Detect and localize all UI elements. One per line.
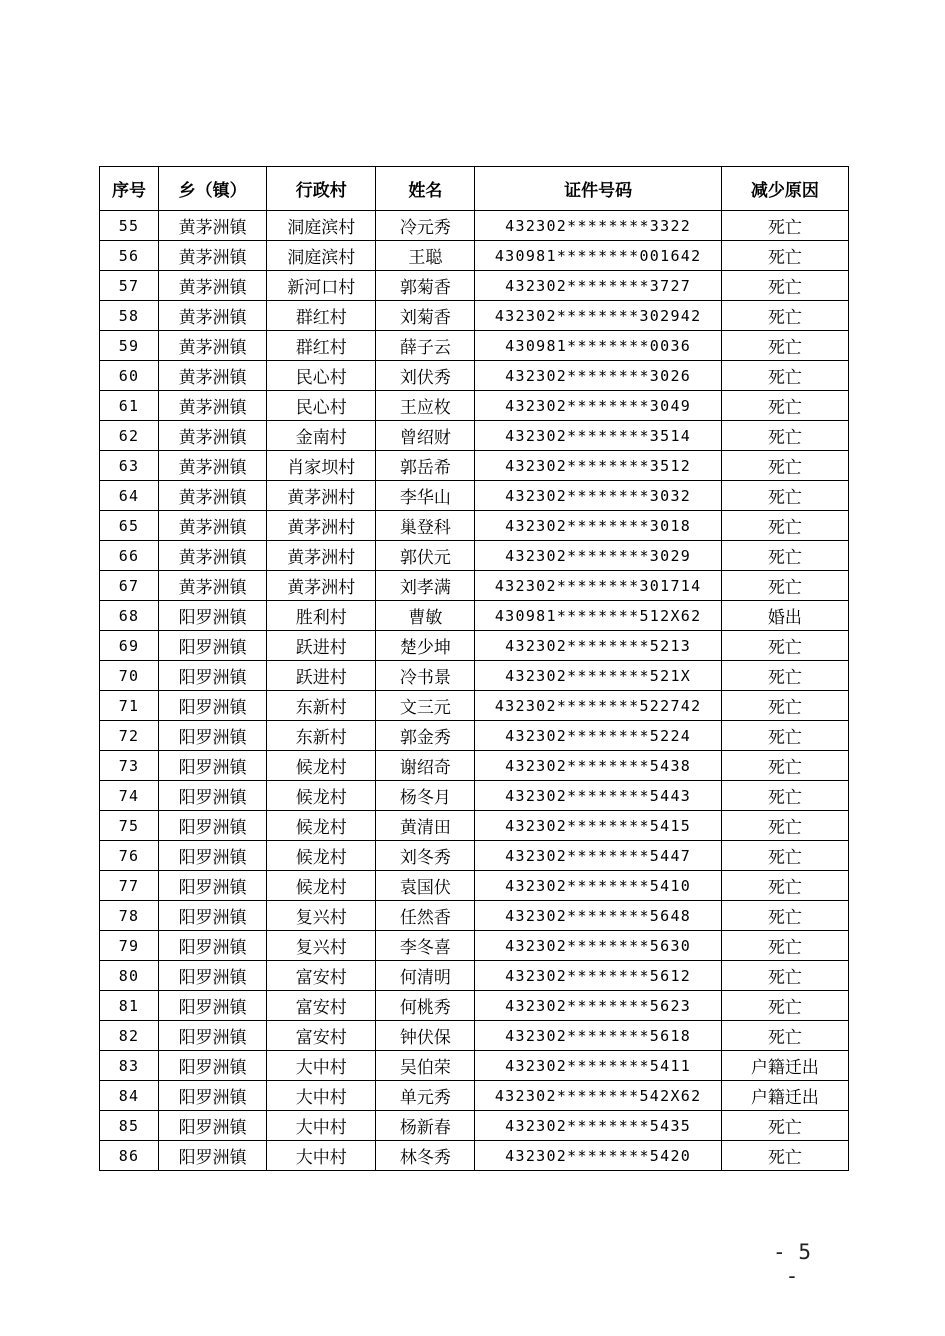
cell-reason: 死亡 <box>721 391 848 421</box>
cell-village: 候龙村 <box>267 781 376 811</box>
cell-id-number: 430981********001642 <box>475 241 721 271</box>
cell-reason: 死亡 <box>721 751 848 781</box>
cell-name: 刘孝满 <box>376 571 475 601</box>
cell-reason: 死亡 <box>721 301 848 331</box>
cell-id-number: 432302********3049 <box>475 391 721 421</box>
table-row <box>100 331 849 361</box>
cell-reason: 死亡 <box>721 571 848 601</box>
cell-seq: 71 <box>100 691 159 721</box>
cell-town: 阳罗洲镇 <box>159 661 267 691</box>
table-row <box>100 871 849 901</box>
cell-name: 曾绍财 <box>376 421 475 451</box>
cell-name: 任然香 <box>376 901 475 931</box>
cell-seq: 62 <box>100 421 159 451</box>
cell-name: 王聪 <box>376 241 475 271</box>
cell-village: 东新村 <box>267 691 376 721</box>
cell-seq: 86 <box>100 1141 159 1171</box>
cell-village: 富安村 <box>267 991 376 1021</box>
cell-town: 黄茅洲镇 <box>159 301 267 331</box>
cell-village: 大中村 <box>267 1111 376 1141</box>
table-row <box>100 721 849 751</box>
cell-seq: 77 <box>100 871 159 901</box>
cell-id-number: 432302********5612 <box>475 961 721 991</box>
cell-reason: 死亡 <box>721 691 848 721</box>
cell-village: 胜利村 <box>267 601 376 631</box>
cell-name: 何桃秀 <box>376 991 475 1021</box>
roster-table <box>99 166 849 1171</box>
cell-reason: 死亡 <box>721 421 848 451</box>
table-body <box>100 211 849 1171</box>
header-reason: 减少原因 <box>721 167 848 211</box>
cell-village: 黄茅洲村 <box>267 541 376 571</box>
cell-village: 跃进村 <box>267 631 376 661</box>
cell-seq: 84 <box>100 1081 159 1111</box>
cell-seq: 82 <box>100 1021 159 1051</box>
table-row <box>100 841 849 871</box>
cell-name: 李冬喜 <box>376 931 475 961</box>
cell-name: 郭菊香 <box>376 271 475 301</box>
cell-id-number: 432302********5623 <box>475 991 721 1021</box>
table-row <box>100 1051 849 1081</box>
cell-id-number: 432302********5410 <box>475 871 721 901</box>
cell-village: 候龙村 <box>267 871 376 901</box>
cell-reason: 死亡 <box>721 1111 848 1141</box>
cell-town: 阳罗洲镇 <box>159 811 267 841</box>
cell-id-number: 432302********5630 <box>475 931 721 961</box>
table-row <box>100 1081 849 1111</box>
cell-village: 洞庭滨村 <box>267 211 376 241</box>
cell-town: 黄茅洲镇 <box>159 511 267 541</box>
cell-name: 郭金秀 <box>376 721 475 751</box>
cell-id-number: 432302********5648 <box>475 901 721 931</box>
table-row <box>100 1141 849 1171</box>
table-row <box>100 781 849 811</box>
cell-seq: 68 <box>100 601 159 631</box>
cell-town: 黄茅洲镇 <box>159 421 267 451</box>
cell-seq: 65 <box>100 511 159 541</box>
cell-name: 李华山 <box>376 481 475 511</box>
cell-reason: 死亡 <box>721 211 848 241</box>
cell-id-number: 432302********5443 <box>475 781 721 811</box>
header-village: 行政村 <box>267 167 376 211</box>
table-row <box>100 961 849 991</box>
table-row <box>100 901 849 931</box>
cell-village: 复兴村 <box>267 931 376 961</box>
cell-id-number: 432302********5618 <box>475 1021 721 1051</box>
cell-seq: 55 <box>100 211 159 241</box>
cell-reason: 死亡 <box>721 811 848 841</box>
table-row <box>100 541 849 571</box>
cell-seq: 85 <box>100 1111 159 1141</box>
table-row <box>100 271 849 301</box>
cell-reason: 死亡 <box>721 661 848 691</box>
cell-id-number: 432302********3029 <box>475 541 721 571</box>
cell-name: 杨新春 <box>376 1111 475 1141</box>
cell-town: 阳罗洲镇 <box>159 871 267 901</box>
cell-town: 阳罗洲镇 <box>159 1111 267 1141</box>
cell-seq: 78 <box>100 901 159 931</box>
cell-name: 何清明 <box>376 961 475 991</box>
cell-seq: 57 <box>100 271 159 301</box>
cell-id-number: 432302********5438 <box>475 751 721 781</box>
cell-town: 黄茅洲镇 <box>159 571 267 601</box>
cell-reason: 死亡 <box>721 511 848 541</box>
table-row <box>100 211 849 241</box>
cell-reason: 死亡 <box>721 871 848 901</box>
cell-seq: 56 <box>100 241 159 271</box>
cell-reason: 死亡 <box>721 991 848 1021</box>
cell-seq: 67 <box>100 571 159 601</box>
cell-town: 阳罗洲镇 <box>159 1081 267 1111</box>
cell-seq: 69 <box>100 631 159 661</box>
table-row <box>100 661 849 691</box>
cell-seq: 81 <box>100 991 159 1021</box>
table-row <box>100 1021 849 1051</box>
cell-village: 新河口村 <box>267 271 376 301</box>
cell-id-number: 432302********5213 <box>475 631 721 661</box>
cell-id-number: 432302********302942 <box>475 301 721 331</box>
table-row <box>100 601 849 631</box>
header-id-number: 证件号码 <box>475 167 721 211</box>
cell-id-number: 432302********3727 <box>475 271 721 301</box>
cell-id-number: 432302********522742 <box>475 691 721 721</box>
cell-town: 阳罗洲镇 <box>159 691 267 721</box>
table-row <box>100 301 849 331</box>
cell-village: 大中村 <box>267 1081 376 1111</box>
cell-town: 阳罗洲镇 <box>159 1021 267 1051</box>
cell-reason: 死亡 <box>721 451 848 481</box>
cell-reason: 死亡 <box>721 241 848 271</box>
cell-village: 大中村 <box>267 1141 376 1171</box>
cell-reason: 死亡 <box>721 541 848 571</box>
cell-town: 阳罗洲镇 <box>159 601 267 631</box>
cell-reason: 死亡 <box>721 841 848 871</box>
cell-village: 候龙村 <box>267 751 376 781</box>
table-row <box>100 241 849 271</box>
cell-village: 群红村 <box>267 331 376 361</box>
table-row <box>100 511 849 541</box>
cell-seq: 70 <box>100 661 159 691</box>
cell-id-number: 432302********5435 <box>475 1111 721 1141</box>
cell-name: 王应枚 <box>376 391 475 421</box>
cell-town: 黄茅洲镇 <box>159 271 267 301</box>
cell-town: 阳罗洲镇 <box>159 751 267 781</box>
cell-town: 黄茅洲镇 <box>159 451 267 481</box>
cell-village: 民心村 <box>267 361 376 391</box>
cell-name: 谢绍奇 <box>376 751 475 781</box>
table-row <box>100 931 849 961</box>
cell-id-number: 432302********3514 <box>475 421 721 451</box>
table-row <box>100 391 849 421</box>
cell-village: 肖家坝村 <box>267 451 376 481</box>
cell-reason: 死亡 <box>721 331 848 361</box>
cell-name: 单元秀 <box>376 1081 475 1111</box>
cell-name: 楚少坤 <box>376 631 475 661</box>
table-row <box>100 451 849 481</box>
header-name: 姓名 <box>376 167 475 211</box>
cell-name: 吴伯荣 <box>376 1051 475 1081</box>
cell-town: 黄茅洲镇 <box>159 331 267 361</box>
cell-name: 冷书景 <box>376 661 475 691</box>
cell-reason: 死亡 <box>721 721 848 751</box>
cell-name: 林冬秀 <box>376 1141 475 1171</box>
table-row <box>100 571 849 601</box>
cell-id-number: 430981********512X62 <box>475 601 721 631</box>
cell-name: 郭伏元 <box>376 541 475 571</box>
cell-seq: 61 <box>100 391 159 421</box>
cell-name: 曹敏 <box>376 601 475 631</box>
cell-id-number: 432302********521X <box>475 661 721 691</box>
cell-id-number: 432302********3018 <box>475 511 721 541</box>
cell-id-number: 432302********3512 <box>475 451 721 481</box>
cell-id-number: 432302********301714 <box>475 571 721 601</box>
cell-village: 富安村 <box>267 1021 376 1051</box>
table-header <box>100 167 849 211</box>
cell-name: 郭岳希 <box>376 451 475 481</box>
cell-id-number: 430981********0036 <box>475 331 721 361</box>
cell-seq: 60 <box>100 361 159 391</box>
cell-town: 阳罗洲镇 <box>159 1141 267 1171</box>
cell-reason: 死亡 <box>721 631 848 661</box>
cell-village: 东新村 <box>267 721 376 751</box>
cell-town: 阳罗洲镇 <box>159 931 267 961</box>
page-number: - 5 - <box>773 1240 811 1288</box>
cell-town: 阳罗洲镇 <box>159 631 267 661</box>
cell-name: 钟伏保 <box>376 1021 475 1051</box>
cell-town: 阳罗洲镇 <box>159 961 267 991</box>
cell-id-number: 432302********5411 <box>475 1051 721 1081</box>
cell-id-number: 432302********3322 <box>475 211 721 241</box>
cell-id-number: 432302********542X62 <box>475 1081 721 1111</box>
cell-reason: 户籍迁出 <box>721 1051 848 1081</box>
cell-town: 阳罗洲镇 <box>159 721 267 751</box>
cell-town: 黄茅洲镇 <box>159 241 267 271</box>
cell-village: 金南村 <box>267 421 376 451</box>
cell-seq: 74 <box>100 781 159 811</box>
cell-reason: 死亡 <box>721 931 848 961</box>
cell-name: 黄清田 <box>376 811 475 841</box>
table-row <box>100 811 849 841</box>
cell-reason: 婚出 <box>721 601 848 631</box>
cell-id-number: 432302********5415 <box>475 811 721 841</box>
cell-town: 阳罗洲镇 <box>159 1051 267 1081</box>
cell-seq: 59 <box>100 331 159 361</box>
cell-seq: 63 <box>100 451 159 481</box>
cell-seq: 83 <box>100 1051 159 1081</box>
cell-reason: 死亡 <box>721 1141 848 1171</box>
cell-town: 阳罗洲镇 <box>159 901 267 931</box>
cell-name: 冷元秀 <box>376 211 475 241</box>
cell-id-number: 432302********3026 <box>475 361 721 391</box>
table-row <box>100 631 849 661</box>
cell-name: 杨冬月 <box>376 781 475 811</box>
cell-reason: 死亡 <box>721 781 848 811</box>
cell-name: 刘冬秀 <box>376 841 475 871</box>
cell-id-number: 432302********5420 <box>475 1141 721 1171</box>
cell-reason: 户籍迁出 <box>721 1081 848 1111</box>
cell-name: 巢登科 <box>376 511 475 541</box>
cell-reason: 死亡 <box>721 1021 848 1051</box>
cell-seq: 73 <box>100 751 159 781</box>
table-row <box>100 991 849 1021</box>
cell-name: 文三元 <box>376 691 475 721</box>
cell-village: 大中村 <box>267 1051 376 1081</box>
cell-town: 黄茅洲镇 <box>159 211 267 241</box>
cell-seq: 58 <box>100 301 159 331</box>
cell-id-number: 432302********5447 <box>475 841 721 871</box>
cell-village: 复兴村 <box>267 901 376 931</box>
cell-town: 阳罗洲镇 <box>159 781 267 811</box>
cell-name: 刘伏秀 <box>376 361 475 391</box>
cell-id-number: 432302********3032 <box>475 481 721 511</box>
cell-seq: 79 <box>100 931 159 961</box>
table-row <box>100 361 849 391</box>
cell-town: 黄茅洲镇 <box>159 541 267 571</box>
cell-village: 民心村 <box>267 391 376 421</box>
cell-village: 黄茅洲村 <box>267 571 376 601</box>
cell-seq: 64 <box>100 481 159 511</box>
table-row <box>100 481 849 511</box>
cell-village: 跃进村 <box>267 661 376 691</box>
cell-seq: 80 <box>100 961 159 991</box>
cell-town: 阳罗洲镇 <box>159 841 267 871</box>
cell-town: 阳罗洲镇 <box>159 991 267 1021</box>
cell-id-number: 432302********5224 <box>475 721 721 751</box>
cell-village: 候龙村 <box>267 841 376 871</box>
cell-seq: 72 <box>100 721 159 751</box>
cell-reason: 死亡 <box>721 481 848 511</box>
table-row <box>100 691 849 721</box>
cell-village: 候龙村 <box>267 811 376 841</box>
cell-seq: 76 <box>100 841 159 871</box>
cell-town: 黄茅洲镇 <box>159 361 267 391</box>
table-row <box>100 751 849 781</box>
cell-town: 黄茅洲镇 <box>159 481 267 511</box>
cell-village: 富安村 <box>267 961 376 991</box>
cell-reason: 死亡 <box>721 961 848 991</box>
cell-village: 黄茅洲村 <box>267 511 376 541</box>
header-seq: 序号 <box>100 167 159 211</box>
cell-name: 刘菊香 <box>376 301 475 331</box>
cell-seq: 66 <box>100 541 159 571</box>
cell-reason: 死亡 <box>721 271 848 301</box>
cell-village: 洞庭滨村 <box>267 241 376 271</box>
cell-seq: 75 <box>100 811 159 841</box>
cell-village: 黄茅洲村 <box>267 481 376 511</box>
table-row <box>100 1111 849 1141</box>
table-row <box>100 421 849 451</box>
header-town: 乡（镇） <box>159 167 267 211</box>
header-row <box>100 167 849 211</box>
cell-reason: 死亡 <box>721 361 848 391</box>
cell-name: 薛子云 <box>376 331 475 361</box>
cell-town: 黄茅洲镇 <box>159 391 267 421</box>
cell-name: 袁国伏 <box>376 871 475 901</box>
cell-village: 群红村 <box>267 301 376 331</box>
cell-reason: 死亡 <box>721 901 848 931</box>
